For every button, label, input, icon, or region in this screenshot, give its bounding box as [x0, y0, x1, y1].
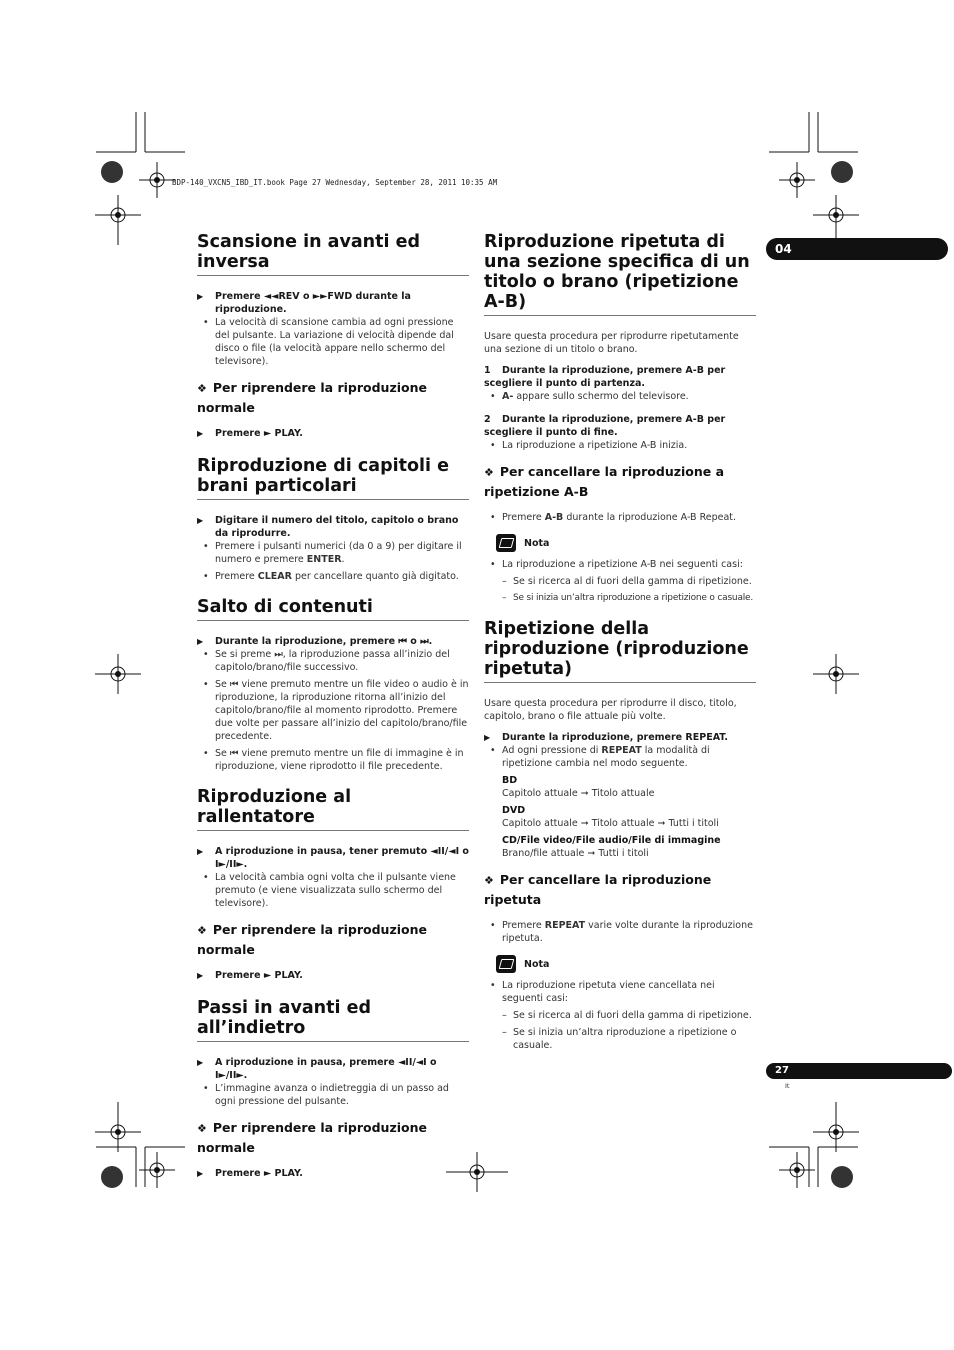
note-list — [484, 558, 756, 571]
note-list — [484, 979, 756, 1005]
step-text: A riproduzione in pausa, tener premuto ◄II/◄I o I►/II►. — [215, 846, 469, 870]
key-label: REPEAT — [601, 745, 642, 756]
triangle-icon: ▶ — [197, 292, 204, 301]
numbered-step: 1 Durante la riproduzione, premere A-B per scegliere il punto di partenza. — [484, 365, 726, 389]
mode-bd: BD Capitolo attuale ➞ Titolo attuale DVD Capitolo attuale ➞ Titolo attuale ➞ Tutti i titoli CD/File video/File audio/File di immagine Brano/file attuale ➞ Tutti i titoli — [502, 775, 721, 859]
step-text: Digitare il numero del titolo, capitolo o brano da riprodurre. — [215, 515, 459, 539]
bullet-list — [197, 316, 469, 368]
bullet-list — [197, 1082, 469, 1108]
dash-list — [484, 1009, 756, 1052]
triangle-icon: ▶ — [197, 1169, 204, 1178]
step-text: Premere ► PLAY. — [215, 428, 303, 439]
list-item: – Se si ricerca al di fuori della gamma di ripetizione. — [484, 575, 756, 588]
section-title-skip: Salto di contenuti — [197, 597, 469, 621]
section-title-repeat: Ripetizione della riproduzione (riproduzione ripetuta) — [484, 619, 756, 683]
diamond-icon: ❖ — [197, 382, 207, 395]
step — [197, 427, 469, 440]
note-pencil-icon — [496, 955, 516, 973]
list-item: • Ad ogni pressione di REPEAT la modalità di ripetizione cambia nel modo seguente. — [484, 744, 756, 770]
list-item: • Se si preme ⏭, la riproduzione passa all’inizio del capitolo/brano/file successivo. — [197, 648, 469, 674]
subsection-title: ❖ Per cancellare la riproduzione a ripetizione A-B — [484, 464, 725, 499]
intro-text: Usare questa procedura per riprodurre ripetutamente una sezione di un titolo o brano. — [484, 331, 739, 355]
triangle-icon: ▶ — [197, 516, 204, 525]
list-item: • Premere CLEAR per cancellare quanto già digitato. — [197, 570, 469, 583]
bullet-list — [484, 439, 756, 452]
step — [197, 1056, 469, 1082]
step-text: Premere ► PLAY. — [215, 1168, 303, 1179]
list-item: • Se ⏮ viene premuto mentre un file video o audio è in riproduzione, la riproduzione ritorna all’inizio del capitolo/brano/file al momento riprodotto. Premere due volte per passare all’inizio del capitolo/brano/file precedente. — [197, 678, 469, 743]
numbered-step: 2 Durante la riproduzione, premere A-B per scegliere il punto di fine. — [484, 414, 726, 438]
section-title-slow-motion: Riproduzione al rallentatore — [197, 787, 469, 831]
step — [484, 731, 756, 744]
key-label: A- — [502, 391, 514, 402]
section-title-chapters: Riproduzione di capitoli e brani particolari — [197, 456, 469, 500]
bullet-list — [197, 871, 469, 910]
list-item: • Se ⏮ viene premuto mentre un file di immagine è in riproduzione, viene riprodotto il file precedente. — [197, 747, 469, 773]
list-item: • La velocità cambia ogni volta che il pulsante viene premuto (e viene visualizzata sullo schermo del televisore). — [197, 871, 469, 910]
intro-text: Usare questa procedura per riprodurre il disco, titolo, capitolo, brano o file attuale più volte. — [484, 698, 737, 722]
step-text: A riproduzione in pausa, premere ◄II/◄I o I►/II►. — [215, 1057, 437, 1081]
step-text: Durante la riproduzione, premere REPEAT. — [502, 732, 728, 743]
chapter-tab: 04 — [766, 238, 948, 260]
diamond-icon: ❖ — [484, 466, 494, 479]
step — [197, 290, 469, 316]
triangle-icon: ▶ — [197, 847, 204, 856]
step — [197, 969, 469, 982]
language-code: It — [785, 1082, 790, 1090]
key-label: REPEAT — [544, 920, 586, 931]
list-item: • La riproduzione ripetuta viene cancellata nei seguenti casi: — [484, 979, 756, 1005]
key-label: ENTER — [306, 554, 342, 565]
subsection-title: ❖ Per riprendere la riproduzione normale — [197, 922, 427, 957]
note-pencil-icon — [496, 534, 516, 552]
step — [197, 1167, 469, 1180]
subsection-title: ❖ Per cancellare la riproduzione ripetuta — [484, 872, 712, 907]
list-item: – Se si inizia un’altra riproduzione a ripetizione o casuale. — [484, 592, 756, 605]
triangle-icon: ▶ — [484, 733, 491, 742]
section-title-scan: Scansione in avanti ed inversa — [197, 232, 469, 276]
step — [197, 635, 469, 648]
key-label: A-B — [544, 512, 564, 523]
list-item: – Se si ricerca al di fuori della gamma di ripetizione. — [484, 1009, 756, 1022]
bullet-list — [484, 744, 756, 770]
list-item: • Premere REPEAT varie volte durante la riproduzione ripetuta. — [484, 919, 756, 945]
step-text: Durante la riproduzione, premere ⏮ o ⏭. — [215, 636, 433, 647]
triangle-icon: ▶ — [197, 1058, 204, 1067]
diamond-icon: ❖ — [197, 924, 207, 937]
bullet-list — [484, 511, 756, 524]
key-label: CLEAR — [257, 571, 292, 582]
print-header-line: BDP-140_VXCN5_IBD_IT.book Page 27 Wednesday, September 28, 2011 10:35 AM — [172, 178, 498, 187]
list-item: • La riproduzione a ripetizione A-B nei seguenti casi: — [484, 558, 756, 571]
list-item: • A- appare sullo schermo del televisore. — [484, 390, 756, 403]
list-item: • Premere i pulsanti numerici (da 0 a 9) per digitare il numero e premere ENTER. — [197, 540, 469, 566]
triangle-icon: ▶ — [197, 971, 204, 980]
bullet-list — [197, 540, 469, 583]
step-text: Premere ► PLAY. — [215, 970, 303, 981]
page-number-tab: 27 — [766, 1063, 952, 1079]
right-column — [484, 232, 756, 1056]
subsection-title: ❖ Per riprendere la riproduzione normale — [197, 1120, 427, 1155]
diamond-icon: ❖ — [484, 874, 494, 887]
step — [197, 514, 469, 540]
bullet-list — [484, 919, 756, 945]
note-header: Nota — [496, 534, 756, 552]
subsection-title: ❖ Per riprendere la riproduzione normale — [197, 380, 427, 415]
list-item: – Se si inizia un’altra riproduzione a ripetizione o casuale. — [484, 1026, 756, 1052]
step — [197, 845, 469, 871]
list-item: • Premere A-B durante la riproduzione A-B Repeat. — [484, 511, 756, 524]
note-header: Nota — [496, 955, 756, 973]
bullet-list — [197, 648, 469, 773]
section-title-step: Passi in avanti ed all’indietro — [197, 998, 469, 1042]
list-item: • L’immagine avanza o indietreggia di un passo ad ogni pressione del pulsante. — [197, 1082, 469, 1108]
diamond-icon: ❖ — [197, 1122, 207, 1135]
triangle-icon: ▶ — [197, 429, 204, 438]
dash-list — [484, 575, 756, 605]
list-item: • La velocità di scansione cambia ad ogni pressione del pulsante. La variazione di velocità dipende dal disco o file (la velocità appare nello schermo del televisore). — [197, 316, 469, 368]
list-item: • La riproduzione a ripetizione A-B inizia. — [484, 439, 756, 452]
triangle-icon: ▶ — [197, 637, 204, 646]
bullet-list — [484, 390, 756, 403]
section-title-ab-repeat: Riproduzione ripetuta di una sezione specifica di un titolo o brano (ripetizione A-B) — [484, 232, 756, 316]
step-text: Premere ◄◄REV o ►►FWD durante la riproduzione. — [215, 291, 411, 315]
left-column — [197, 232, 469, 1180]
